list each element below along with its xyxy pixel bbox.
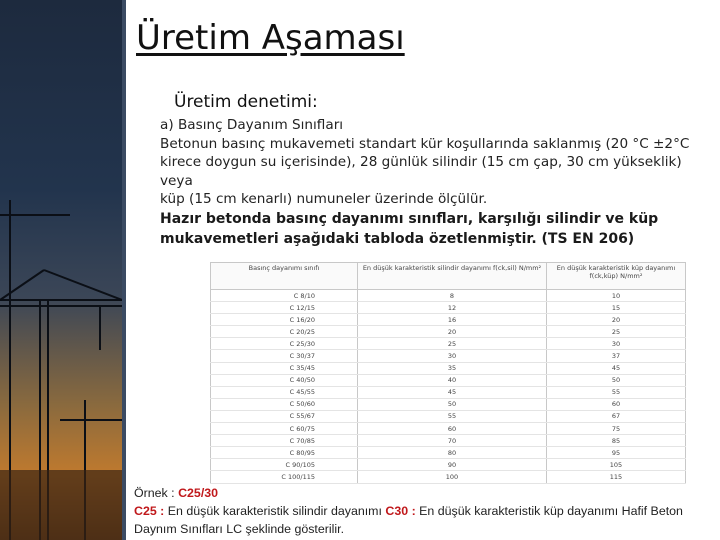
- table-cell: 75: [547, 423, 686, 435]
- example-note: [134, 484, 716, 538]
- section-title: a) Basınç Dayanım Sınıfları: [160, 117, 344, 133]
- table-cell: 105: [547, 459, 686, 471]
- example-value: C25/30: [178, 486, 219, 500]
- table-cell: 12: [358, 302, 547, 314]
- table-row: [211, 398, 686, 410]
- table-header: En düşük karakteristik küp dayanımı f(ck,küp) N/mm²: [547, 263, 686, 290]
- table-cell: 100: [358, 471, 547, 483]
- table-cell: 25: [358, 338, 547, 350]
- c25-label: C25 :: [134, 504, 165, 518]
- table-row: [211, 471, 686, 483]
- table-row: [211, 423, 686, 435]
- table-cell: C 25/30: [211, 338, 358, 350]
- table-cell: 115: [547, 471, 686, 483]
- table-cell: C 30/37: [211, 350, 358, 362]
- table-row: [211, 459, 686, 471]
- strength-class-table: [210, 262, 686, 484]
- table-row: [211, 326, 686, 338]
- c30-label: C30 :: [385, 504, 416, 518]
- panel-divider: [122, 0, 126, 540]
- table-row: [211, 362, 686, 374]
- table-cell: C 90/105: [211, 459, 358, 471]
- table-cell: 67: [547, 410, 686, 422]
- table-cell: 30: [358, 350, 547, 362]
- table-cell: 90: [358, 459, 547, 471]
- table-cell: 20: [358, 326, 547, 338]
- bold-paragraph: Hazır betonda basınç dayanımı sınıfları, karşılığı silindir ve küp mukavemetleri aşağıdaki tabloda özetlenmiştir. (TS EN 206): [160, 210, 659, 247]
- table-cell: C 35/45: [211, 362, 358, 374]
- paragraph: küp (15 cm kenarlı) numuneler üzerinde ölçülür.: [160, 191, 488, 207]
- table-row: [211, 410, 686, 422]
- table-cell: 60: [547, 398, 686, 410]
- table-cell: 25: [547, 326, 686, 338]
- table-cell: C 45/55: [211, 386, 358, 398]
- table-cell: 30: [547, 338, 686, 350]
- table-row: [211, 435, 686, 447]
- table-cell: C 50/60: [211, 398, 358, 410]
- table-cell: 45: [358, 386, 547, 398]
- table-cell: 95: [547, 447, 686, 459]
- table-cell: C 100/115: [211, 471, 358, 483]
- table-cell: 50: [358, 398, 547, 410]
- table-cell: C 80/95: [211, 447, 358, 459]
- table-cell: C 40/50: [211, 374, 358, 386]
- table-cell: 85: [547, 435, 686, 447]
- table-cell: 60: [358, 423, 547, 435]
- table-cell: 10: [547, 290, 686, 302]
- table-cell: C 20/25: [211, 326, 358, 338]
- table-row: [211, 302, 686, 314]
- table-cell: 55: [358, 410, 547, 422]
- example-label: Örnek :: [134, 486, 175, 500]
- table-cell: 50: [547, 374, 686, 386]
- subheading: Üretim denetimi:: [174, 92, 318, 112]
- table-cell: C 16/20: [211, 314, 358, 326]
- table-cell: C 12/15: [211, 302, 358, 314]
- table-cell: 16: [358, 314, 547, 326]
- table-header: Basınç dayanımı sınıfı: [211, 263, 358, 290]
- body-text: [160, 116, 700, 249]
- table-row: [211, 350, 686, 362]
- crane-silhouette-icon: [0, 0, 122, 540]
- table-cell: 20: [547, 314, 686, 326]
- table-cell: 40: [358, 374, 547, 386]
- table-cell: 55: [547, 386, 686, 398]
- table-cell: 35: [358, 362, 547, 374]
- table-cell: 45: [547, 362, 686, 374]
- table-row: [211, 338, 686, 350]
- table-cell: 80: [358, 447, 547, 459]
- c25-text: En düşük karakteristik silindir dayanımı: [167, 504, 382, 518]
- table-cell: C 8/10: [211, 290, 358, 302]
- table-cell: 37: [547, 350, 686, 362]
- table-cell: C 60/75: [211, 423, 358, 435]
- table-cell: 15: [547, 302, 686, 314]
- table-header: En düşük karakteristik silindir dayanımı f(ck,sil) N/mm²: [358, 263, 547, 290]
- table-row: [211, 447, 686, 459]
- page-title: Üretim Aşaması: [136, 18, 405, 58]
- paragraph: Betonun basınç mukavemeti standart kür koşullarında saklanmış (20 °C ±2°C kirece doygun su içerisinde), 28 günlük silindir (15 cm çap, 30 cm yükseklik) veya: [160, 135, 690, 189]
- table-cell: 8: [358, 290, 547, 302]
- table-row: [211, 386, 686, 398]
- table-cell: C 55/67: [211, 410, 358, 422]
- table-row: [211, 314, 686, 326]
- c30-text: En düşük karakteristik küp dayanımı Hafif Beton Daynım Sınıfları LC şeklinde gösterilir.: [134, 504, 683, 536]
- table-cell: 70: [358, 435, 547, 447]
- table-cell: C 70/85: [211, 435, 358, 447]
- table-row: [211, 290, 686, 302]
- construction-crane-photo: [0, 0, 122, 540]
- table-row: [211, 374, 686, 386]
